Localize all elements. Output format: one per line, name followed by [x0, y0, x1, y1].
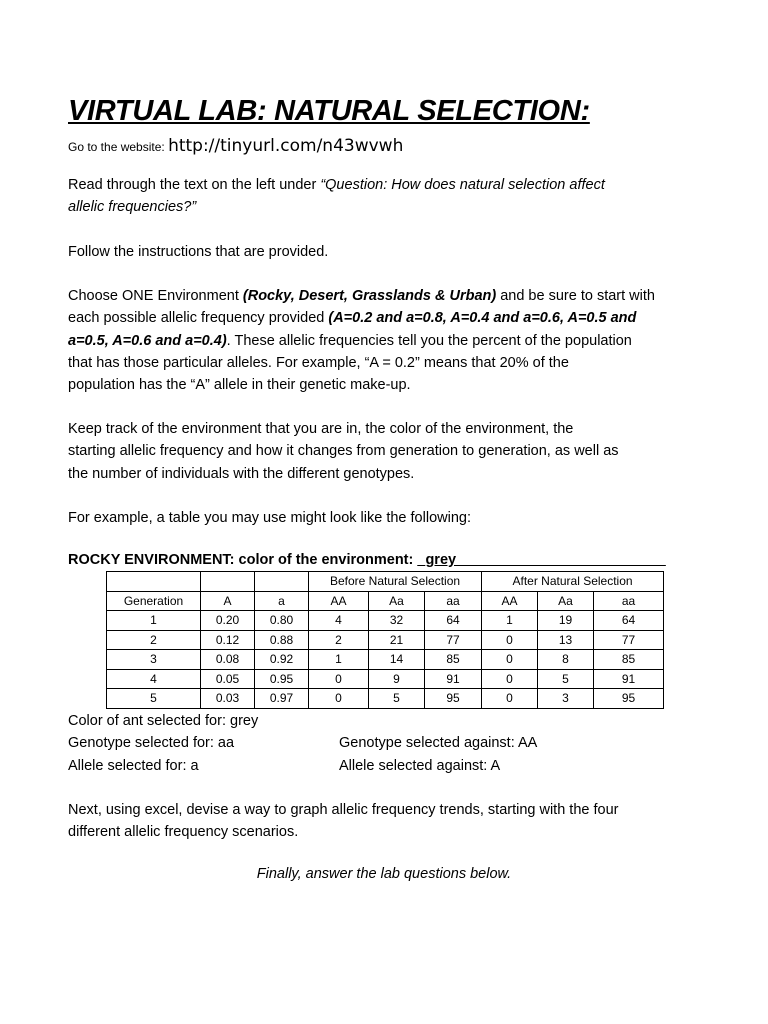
- rocky-environment-heading: [68, 552, 666, 568]
- table-cell: 13: [538, 630, 594, 650]
- table-cell: 5: [538, 669, 594, 689]
- allele-against-result: Allele selected against: A: [339, 757, 501, 774]
- table-cell: 19: [538, 611, 594, 631]
- table-cell: 95: [425, 689, 482, 709]
- table-cell: 0.12: [201, 630, 255, 650]
- table-cell: 0.05: [201, 669, 255, 689]
- final-instruction: Finally, answer the lab questions below.: [256, 866, 512, 882]
- environment-paragraph: [68, 285, 708, 396]
- column-header: aa: [425, 591, 482, 611]
- ant-color-result: Color of ant selected for: grey: [68, 713, 259, 729]
- website-line: [68, 136, 403, 156]
- rocky-color-value: _grey__________________________: [417, 552, 666, 568]
- table-cell: 14: [369, 650, 425, 670]
- page-title: VIRTUAL LAB: NATURAL SELECTION:: [68, 95, 590, 127]
- column-header: AA: [482, 591, 538, 611]
- table-cell: 0: [482, 689, 538, 709]
- table-row: [107, 669, 664, 689]
- table-cell: 95: [594, 689, 664, 709]
- table-cell: 9: [369, 669, 425, 689]
- table-row: [107, 630, 664, 650]
- website-url[interactable]: http://tinyurl.com/n43wvwh: [168, 136, 404, 156]
- excel-paragraph: [68, 799, 708, 844]
- table-row: [107, 689, 664, 709]
- env-text-6: population has the “A” allele in their genetic make-up.: [68, 377, 411, 394]
- env-text-3: each possible allelic frequency provided: [68, 310, 329, 327]
- table-cell: 0: [482, 669, 538, 689]
- table-cell: 77: [594, 630, 664, 650]
- column-header: aa: [594, 591, 664, 611]
- table-cell: 5: [369, 689, 425, 709]
- column-header: Aa: [538, 591, 594, 611]
- intro-paragraph: [68, 174, 708, 219]
- table-cell: 0.80: [255, 611, 309, 631]
- table-cell: 0.97: [255, 689, 309, 709]
- genotype-against-result: Genotype selected against: AA: [339, 735, 538, 752]
- env-list: (Rocky, Desert, Grasslands & Urban): [242, 288, 497, 304]
- table-cell: 32: [369, 611, 425, 631]
- table-group-row: [107, 572, 664, 592]
- selection-results: [68, 710, 708, 777]
- excel-line-2: different allelic frequency scenarios.: [68, 824, 299, 841]
- table-cell: 64: [425, 611, 482, 631]
- empty-cell: [255, 572, 309, 592]
- table-cell: 1: [107, 611, 201, 631]
- empty-cell: [201, 572, 255, 592]
- intro-text: Read through the text on the left under: [68, 177, 321, 193]
- table-cell: 3: [538, 689, 594, 709]
- table-row: [107, 611, 664, 631]
- after-selection-header: After Natural Selection: [482, 572, 664, 592]
- intro-question-cont: allelic frequencies?”: [68, 199, 197, 216]
- table-cell: 0.92: [255, 650, 309, 670]
- table-cell: 5: [107, 689, 201, 709]
- table-cell: 4: [309, 611, 369, 631]
- table-cell: 2: [107, 630, 201, 650]
- empty-cell: [107, 572, 201, 592]
- table-cell: 0.95: [255, 669, 309, 689]
- allele-frequency-table: [106, 571, 664, 709]
- column-header: Generation: [107, 591, 201, 611]
- table-cell: 0.08: [201, 650, 255, 670]
- table-cell: 8: [538, 650, 594, 670]
- table-cell: 21: [369, 630, 425, 650]
- table-cell: 0.20: [201, 611, 255, 631]
- table-cell: 0.03: [201, 689, 255, 709]
- table-cell: 0: [309, 689, 369, 709]
- table-cell: 0: [309, 669, 369, 689]
- table-cell: 91: [425, 669, 482, 689]
- tracking-line-1: Keep track of the environment that you are in, the color of the environment, the: [68, 421, 574, 437]
- env-text-5: that has those particular alleles. For example, “A = 0.2” means that 20% of the: [68, 354, 569, 371]
- table-cell: 1: [482, 611, 538, 631]
- intro-question: “Question: How does natural selection affect: [320, 177, 605, 193]
- env-text-4: . These allelic frequencies tell you the percent of the population: [226, 332, 632, 349]
- tracking-paragraph: [68, 418, 708, 485]
- genotype-for-result: Genotype selected for: aa: [68, 735, 235, 752]
- table-cell: 4: [107, 669, 201, 689]
- website-label: Go to the website:: [68, 140, 169, 154]
- tracking-line-2: starting allelic frequency and how it changes from generation to generation, as well as: [68, 443, 619, 460]
- table-cell: 2: [309, 630, 369, 650]
- table-cell: 0: [482, 650, 538, 670]
- before-selection-header: Before Natural Selection: [309, 572, 482, 592]
- table-cell: 0.88: [255, 630, 309, 650]
- table-row: [107, 650, 664, 670]
- excel-line-1: Next, using excel, devise a way to graph allelic frequency trends, starting with the four: [68, 802, 619, 818]
- column-header: AA: [309, 591, 369, 611]
- table-header-row: [107, 591, 664, 611]
- column-header: a: [255, 591, 309, 611]
- env-text-1: Choose ONE Environment: [68, 288, 243, 304]
- freq-list-2: a=0.5, A=0.6 and a=0.4): [68, 332, 227, 349]
- tracking-line-3: the number of individuals with the different genotypes.: [68, 465, 415, 482]
- rocky-label: ROCKY ENVIRONMENT: color of the environment:: [68, 552, 418, 568]
- instructions-paragraph: Follow the instructions that are provided.: [68, 244, 329, 260]
- table-cell: 91: [594, 669, 664, 689]
- table-cell: 1: [309, 650, 369, 670]
- env-text-2: and be sure to start with: [496, 288, 655, 304]
- table-cell: 85: [594, 650, 664, 670]
- column-header: A: [201, 591, 255, 611]
- table-cell: 3: [107, 650, 201, 670]
- allele-for-result: Allele selected for: a: [68, 757, 199, 774]
- freq-list-1: (A=0.2 and a=0.8, A=0.4 and a=0.6, A=0.5 and: [328, 310, 637, 327]
- table-cell: 64: [594, 611, 664, 631]
- table-cell: 77: [425, 630, 482, 650]
- example-paragraph: For example, a table you may use might look like the following:: [68, 510, 471, 526]
- table-cell: 85: [425, 650, 482, 670]
- column-header: Aa: [369, 591, 425, 611]
- table-cell: 0: [482, 630, 538, 650]
